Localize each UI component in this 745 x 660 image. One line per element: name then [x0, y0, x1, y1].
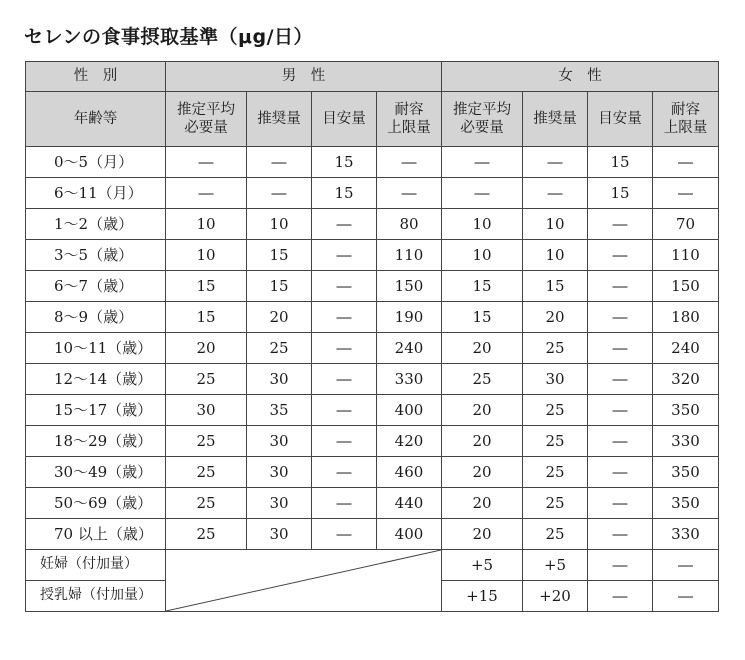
- male-rda-cell: 30: [247, 519, 312, 550]
- female-ear-cell: ―: [442, 178, 523, 209]
- female-ul-cell: ―: [653, 178, 719, 209]
- male-ear-cell: 25: [166, 364, 247, 395]
- female-rda-header: [523, 92, 588, 147]
- female-ear-cell: 10: [442, 209, 523, 240]
- table-row: [26, 302, 719, 333]
- female-rda-cell: 10: [523, 240, 588, 271]
- male-rda-cell: 20: [247, 302, 312, 333]
- female-rda-cell: 25: [523, 395, 588, 426]
- female-rda-cell: 25: [523, 488, 588, 519]
- male-rda-cell: 35: [247, 395, 312, 426]
- male-ai-header: [312, 92, 377, 147]
- female-ai-cell: ―: [588, 240, 653, 271]
- age-cell: 妊婦（付加量）: [26, 550, 166, 581]
- male-ai-cell: ―: [312, 488, 377, 519]
- female-ear-cell: +5: [442, 550, 523, 581]
- male-ul-cell: 460: [377, 457, 442, 488]
- female-rda-cell: 25: [523, 519, 588, 550]
- female-ul-cell: 240: [653, 333, 719, 364]
- female-ear-cell: 20: [442, 519, 523, 550]
- header-line: 必要量: [460, 120, 504, 136]
- male-ul-header: [377, 92, 442, 147]
- female-rda-cell: 15: [523, 271, 588, 302]
- female-ear-cell: ―: [442, 147, 523, 178]
- age-cell: 70 以上（歳）: [26, 519, 166, 550]
- table-row: [26, 364, 719, 395]
- male-ul-cell: 110: [377, 240, 442, 271]
- female-ear-cell: 10: [442, 240, 523, 271]
- table-row: [26, 488, 719, 519]
- header-line: 目安量: [598, 110, 642, 127]
- female-header-cell: 女 性: [442, 62, 719, 92]
- female-ear-cell: 20: [442, 333, 523, 364]
- header-row-sex: [26, 62, 719, 92]
- header-line: 上限量: [663, 120, 708, 136]
- male-ai-cell: ―: [312, 271, 377, 302]
- female-ai-cell: ―: [588, 550, 653, 581]
- male-rda-cell: 25: [247, 333, 312, 364]
- male-rda-cell: 15: [247, 271, 312, 302]
- male-header-cell: 男 性: [166, 62, 442, 92]
- female-ai-cell: ―: [588, 457, 653, 488]
- male-rda-cell: 30: [247, 488, 312, 519]
- header-row-columns: [26, 92, 719, 147]
- male-ear-cell: 25: [166, 488, 247, 519]
- header-line: 耐容: [394, 101, 424, 118]
- header-line: 必要量: [184, 120, 228, 136]
- female-rda-cell: 25: [523, 426, 588, 457]
- female-rda-cell: +20: [523, 581, 588, 612]
- male-rda-cell: 15: [247, 240, 312, 271]
- table-row-special: [26, 550, 719, 581]
- female-ear-cell: 20: [442, 426, 523, 457]
- table-row: [26, 147, 719, 178]
- male-ul-cell: 80: [377, 209, 442, 240]
- female-ul-cell: 330: [653, 519, 719, 550]
- male-ear-cell: 20: [166, 333, 247, 364]
- female-ai-cell: ―: [588, 426, 653, 457]
- header-line: 推奨量: [533, 110, 577, 127]
- female-ul-cell: 70: [653, 209, 719, 240]
- table-row: [26, 333, 719, 364]
- female-ul-cell: 180: [653, 302, 719, 333]
- header-line: 耐容: [671, 101, 700, 118]
- male-not-applicable-cell: [166, 550, 442, 612]
- male-ul-cell: 150: [377, 271, 442, 302]
- age-cell: 1～2（歳）: [26, 209, 166, 240]
- male-rda-cell: 30: [247, 426, 312, 457]
- table-row: [26, 271, 719, 302]
- age-cell: 3～5（歳）: [26, 240, 166, 271]
- male-ear-header: [166, 92, 247, 147]
- male-ul-cell: 190: [377, 302, 442, 333]
- female-ai-header: [588, 92, 653, 147]
- female-rda-cell: +5: [523, 550, 588, 581]
- sex-header-cell: 性 別: [26, 62, 166, 92]
- female-ear-cell: 20: [442, 457, 523, 488]
- male-rda-header: [247, 92, 312, 147]
- table-row: [26, 395, 719, 426]
- male-ai-cell: 15: [312, 178, 377, 209]
- page-title: セレンの食事摂取基準（μg/日）: [24, 26, 314, 48]
- header-line: 目安量: [322, 110, 366, 127]
- female-ear-cell: 15: [442, 302, 523, 333]
- male-ai-cell: ―: [312, 519, 377, 550]
- female-ear-cell: 20: [442, 488, 523, 519]
- male-ul-cell: ―: [377, 147, 442, 178]
- male-ear-cell: 25: [166, 426, 247, 457]
- age-cell: 10～11（歳）: [26, 333, 166, 364]
- age-cell: 12～14（歳）: [26, 364, 166, 395]
- male-ai-cell: ―: [312, 457, 377, 488]
- age-cell: 30～49（歳）: [26, 457, 166, 488]
- table-row: [26, 519, 719, 550]
- female-ai-cell: ―: [588, 488, 653, 519]
- male-ear-cell: 15: [166, 302, 247, 333]
- age-cell: 18～29（歳）: [26, 426, 166, 457]
- male-ear-cell: 25: [166, 457, 247, 488]
- female-ai-cell: ―: [588, 333, 653, 364]
- male-ai-cell: 15: [312, 147, 377, 178]
- female-ul-cell: ―: [653, 581, 719, 612]
- age-header-cell: 年齢等: [26, 92, 166, 147]
- female-ai-cell: 15: [588, 147, 653, 178]
- male-ear-cell: ―: [166, 147, 247, 178]
- female-ul-cell: 350: [653, 457, 719, 488]
- age-cell: 8～9（歳）: [26, 302, 166, 333]
- female-ul-cell: 110: [653, 240, 719, 271]
- male-ai-cell: ―: [312, 364, 377, 395]
- selenium-intake-table: [25, 61, 719, 612]
- header-line: 推定平均: [453, 101, 511, 118]
- male-ul-cell: 330: [377, 364, 442, 395]
- header-line: 推定平均: [177, 101, 235, 118]
- male-ul-cell: 400: [377, 519, 442, 550]
- male-ai-cell: ―: [312, 395, 377, 426]
- female-rda-cell: 20: [523, 302, 588, 333]
- table-row: [26, 426, 719, 457]
- female-ear-cell: 20: [442, 395, 523, 426]
- male-ul-cell: 400: [377, 395, 442, 426]
- age-cell: 授乳婦（付加量）: [26, 581, 166, 612]
- male-ai-cell: ―: [312, 240, 377, 271]
- male-ai-cell: ―: [312, 302, 377, 333]
- male-rda-cell: ―: [247, 178, 312, 209]
- male-rda-cell: ―: [247, 147, 312, 178]
- female-ear-header: [442, 92, 523, 147]
- male-ear-cell: 30: [166, 395, 247, 426]
- male-ul-cell: 440: [377, 488, 442, 519]
- female-ul-cell: 350: [653, 395, 719, 426]
- male-rda-cell: 30: [247, 364, 312, 395]
- female-ul-cell: ―: [653, 550, 719, 581]
- male-ear-cell: 25: [166, 519, 247, 550]
- female-rda-cell: ―: [523, 178, 588, 209]
- female-ear-cell: 25: [442, 364, 523, 395]
- male-ai-cell: ―: [312, 209, 377, 240]
- table-row: [26, 240, 719, 271]
- female-ear-cell: 15: [442, 271, 523, 302]
- table-row: [26, 178, 719, 209]
- diagonal-line: [166, 550, 441, 611]
- female-ai-cell: ―: [588, 364, 653, 395]
- male-rda-cell: 30: [247, 457, 312, 488]
- table-row: [26, 457, 719, 488]
- female-rda-cell: 10: [523, 209, 588, 240]
- table-row: [26, 209, 719, 240]
- age-cell: 6～11（月）: [26, 178, 166, 209]
- female-rda-cell: 25: [523, 457, 588, 488]
- male-ear-cell: 15: [166, 271, 247, 302]
- female-ul-cell: 320: [653, 364, 719, 395]
- female-rda-cell: ―: [523, 147, 588, 178]
- female-rda-cell: 25: [523, 333, 588, 364]
- age-cell: 0～5（月）: [26, 147, 166, 178]
- female-ul-cell: 150: [653, 271, 719, 302]
- female-rda-cell: 30: [523, 364, 588, 395]
- female-ai-cell: ―: [588, 581, 653, 612]
- male-ul-cell: ―: [377, 178, 442, 209]
- female-ul-cell: 350: [653, 488, 719, 519]
- female-ear-cell: +15: [442, 581, 523, 612]
- female-ai-cell: ―: [588, 302, 653, 333]
- male-ear-cell: ―: [166, 178, 247, 209]
- male-ai-cell: ―: [312, 333, 377, 364]
- male-ear-cell: 10: [166, 240, 247, 271]
- female-ul-cell: 330: [653, 426, 719, 457]
- female-ul-header: [653, 92, 719, 147]
- female-ai-cell: ―: [588, 519, 653, 550]
- male-ul-cell: 420: [377, 426, 442, 457]
- male-ul-cell: 240: [377, 333, 442, 364]
- female-ai-cell: ―: [588, 209, 653, 240]
- female-ai-cell: ―: [588, 271, 653, 302]
- male-ai-cell: ―: [312, 426, 377, 457]
- age-cell: 6～7（歳）: [26, 271, 166, 302]
- male-ear-cell: 10: [166, 209, 247, 240]
- age-cell: 50～69（歳）: [26, 488, 166, 519]
- female-ul-cell: ―: [653, 147, 719, 178]
- female-ai-cell: 15: [588, 178, 653, 209]
- female-ai-cell: ―: [588, 395, 653, 426]
- age-cell: 15～17（歳）: [26, 395, 166, 426]
- male-rda-cell: 10: [247, 209, 312, 240]
- header-line: 推奨量: [257, 110, 301, 127]
- header-line: 上限量: [387, 120, 431, 136]
